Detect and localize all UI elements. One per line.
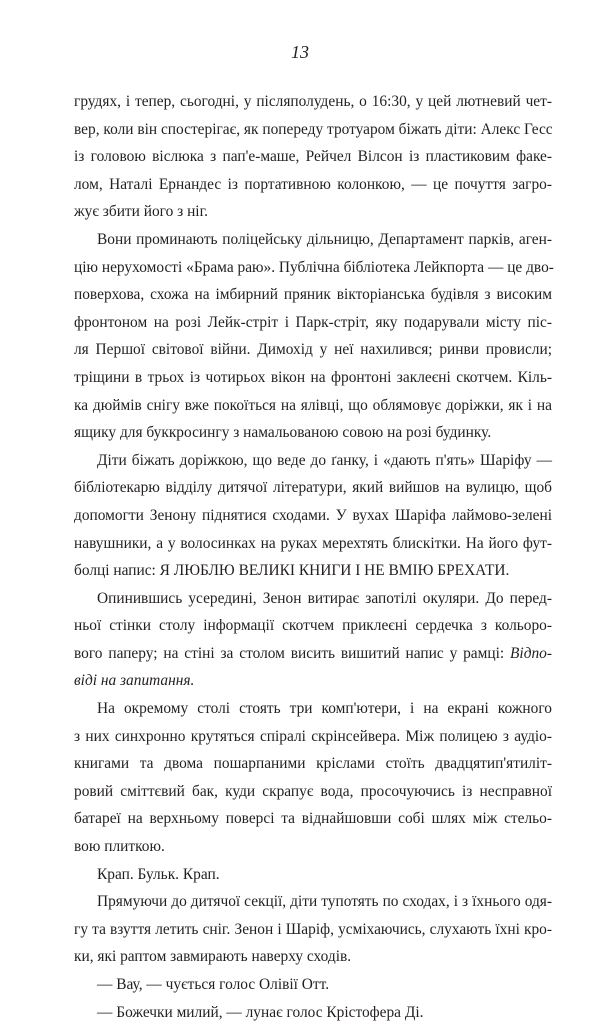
text-line: книгами та двома пошарпаними кріслами стоїть двадцятип'ятиліт- <box>74 755 552 773</box>
text-line: Крап. Бульк. Крап. <box>97 865 220 883</box>
page-number: 13 <box>291 42 309 62</box>
text-line: бібліотекарю відділу дитячої літератури, який вийшов на вулицю, щоб <box>74 479 552 497</box>
text-line: фронтоном на розі Лейк-стріт і Парк-стріт, яку подарували місту піс- <box>74 313 552 331</box>
text-line: Діти біжать доріжкою, що веде до ґанку, і «дають п'ять» Шаріфу — <box>97 451 552 469</box>
text-line: поверхова, схожа на імбирний пряник вікторіанська будівля з високим <box>74 286 552 304</box>
text-line: цію нерухомості «Брама раю». Публічна бібліотека Лейкпорта — це дво- <box>74 258 554 276</box>
text-line: жує збити його з ніг. <box>74 203 209 221</box>
text-line: із головою віслюка з пап'е-маше, Рейчел Вілсон із пластиковим факе- <box>74 148 552 166</box>
text-line: допомогти Зенону піднятися сходами. У вухах Шаріфа лаймово-зелені <box>74 506 552 524</box>
text-line: ля Першої світової війни. Димохід у неї нахилився; ринви провисли; <box>74 341 552 359</box>
text-line: тріщини в трьох із чотирьох вікон на фронтоні заклеєні скотчем. Кіль- <box>74 368 552 386</box>
text-line: ровий сміттєвий бак, куди скрапує вода, просочуючись із несправної <box>74 782 552 800</box>
text-line: ки, які раптом завмирають наверху сходів. <box>74 948 352 966</box>
text-line: ка дюймів снігу вже покоїться на ялівці, що облямовує доріжки, як і на <box>74 396 552 414</box>
body-text <box>74 88 552 1026</box>
text-line: лом, Наталі Ернандес із портативною колонкою, — це почуття загро- <box>74 175 552 193</box>
text-line: Прямуючи до дитячої секції, діти тупотять по сходах, і з їхнього одя- <box>97 893 552 911</box>
text-line: ящику для буккросингу з намальованою совою на розі будинку. <box>74 424 492 442</box>
text-line: Вони проминають поліцейську дільницю, Департамент парків, аген- <box>97 230 552 248</box>
text-line: На окремому столі стоять три комп'ютери, і на екрані кожного <box>97 700 552 718</box>
text-line: батареї на верхньому поверсі та віднайшовши собі шлях між стельо- <box>74 810 552 828</box>
text-line: — Вау, — чується голос Олівії Отт. <box>97 976 330 993</box>
text-line: навушники, а у волосинках на руках мерехтять блискітки. На його фут- <box>74 534 552 552</box>
text-line: грудях, і тепер, сьогодні, у післяполудень, о 16:30, у цей лютневий чет- <box>74 93 552 110</box>
text-line: вого паперу; на стіні за столом висить вишитий напис у рамці: Відпо- <box>74 644 552 662</box>
text-line: болці напис: Я ЛЮБЛЮ ВЕЛИКІ КНИГИ І НЕ ВМІЮ БРЕХАТИ. <box>74 562 510 580</box>
text-line: з них синхронно крутяться спіралі скрінсейвера. Між полицею з аудіо- <box>74 727 552 745</box>
italic-fragment: Відпо- <box>510 644 552 662</box>
text-line: гу та взуття летить сніг. Зенон і Шаріф, усміхаючись, слухають їхні кро- <box>74 920 552 938</box>
text-line: вер, коли він спостерігає, як попереду тротуаром біжать діти: Алекс Гесс <box>74 120 553 138</box>
text-line: ньої стінки столу інформації скотчем приклеєні сердечка з кольоро- <box>74 617 552 635</box>
text-line: — Божечки милий, — лунає голос Крістофера Ді. <box>97 1003 424 1021</box>
text-line: Опинившись усередині, Зенон витирає запотілі окуляри. До перед- <box>97 589 552 607</box>
text-line: віді на запитання. <box>74 672 195 690</box>
text-line: вою плиткою. <box>74 838 165 856</box>
